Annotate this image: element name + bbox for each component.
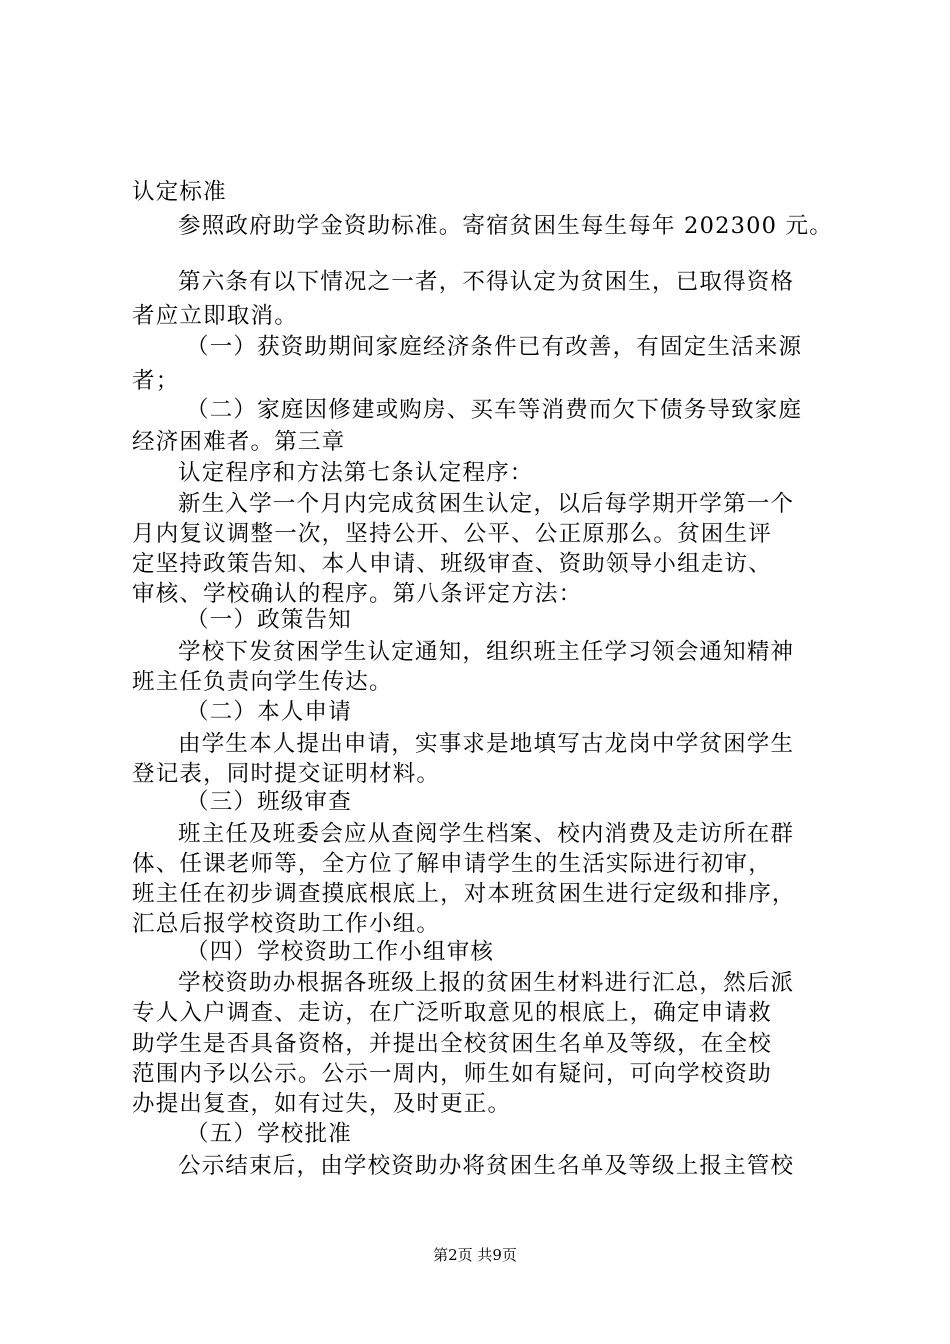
- text-line: （三）班级审查: [186, 789, 352, 815]
- text-line: （一）获资助期间家庭经济条件已有改善，有固定生活来源: [186, 334, 803, 360]
- text-line: 由学生本人提出申请，实事求是地填写古龙岗中学贫困学生: [178, 731, 795, 757]
- text-line: （四）学校资助工作小组审核: [186, 939, 495, 965]
- text-line: 者；: [132, 368, 180, 394]
- text-line: 助学生是否具备资格，并提出全校贫困生名单及等级，在全校: [132, 1031, 772, 1057]
- text-line: 办提出复查，如有过失，及时更正。: [132, 1091, 512, 1117]
- text-line: 班主任及班委会应从查阅学生档案、校内消费及走访所在群: [178, 821, 795, 847]
- text-line: 认定标准: [132, 179, 227, 205]
- text-line: 经济困难者。第三章: [132, 429, 346, 455]
- text-line: 体、任课老师等，全方位了解申请学生的生活实际进行初审，: [132, 851, 772, 877]
- text-line: 参照政府助学金资助标准。寄宿贫困生每生每年 202300 元。: [178, 213, 833, 239]
- text-line: 登记表，同时提交证明材料。: [132, 761, 441, 787]
- text-line: （二）家庭因修建或购房、买车等消费而欠下债务导致家庭: [186, 397, 803, 423]
- text-line: 认定程序和方法第七条认定程序：: [178, 460, 534, 486]
- text-line: 月内复议调整一次，坚持公开、公平、公正原那么。贫困生评: [132, 521, 772, 547]
- text-line: 学校下发贫困学生认定通知，组织班主任学习领会通知精神: [178, 639, 795, 665]
- text-line: 第六条有以下情况之一者，不得认定为贫困生，已取得资格: [178, 269, 795, 295]
- text-line: 班主任负责向学生传达。: [132, 669, 393, 695]
- text-line: 范围内予以公示。公示一周内，师生如有疑问，可向学校资助: [132, 1061, 772, 1087]
- text-line: （一）政策告知: [186, 607, 352, 633]
- text-line: 定坚持政策告知、本人申请、班级审查、资助领导小组走访、: [132, 551, 772, 577]
- text-line: （五）学校批准: [186, 1121, 352, 1147]
- page-number-footer: 第2页 共9页: [433, 1246, 517, 1264]
- text-line: 汇总后报学校资助工作小组。: [132, 911, 441, 937]
- text-line: 学校资助办根据各班级上报的贫困生材料进行汇总，然后派: [178, 970, 795, 996]
- text-line: （二）本人申请: [186, 699, 352, 725]
- text-line: 专人入户调查、走访，在广泛听取意见的根底上，确定申请救: [132, 1000, 772, 1026]
- text-line: 审核、学校确认的程序。第八条评定方法：: [132, 581, 583, 607]
- text-line: 班主任在初步调查摸底根底上，对本班贫困生进行定级和排序，: [132, 881, 796, 907]
- text-line: 公示结束后，由学校资助办将贫困生名单及等级上报主管校: [178, 1153, 795, 1179]
- text-line: 新生入学一个月内完成贫困生认定，以后每学期开学第一个: [178, 491, 795, 517]
- text-line: 者应立即取消。: [132, 303, 298, 329]
